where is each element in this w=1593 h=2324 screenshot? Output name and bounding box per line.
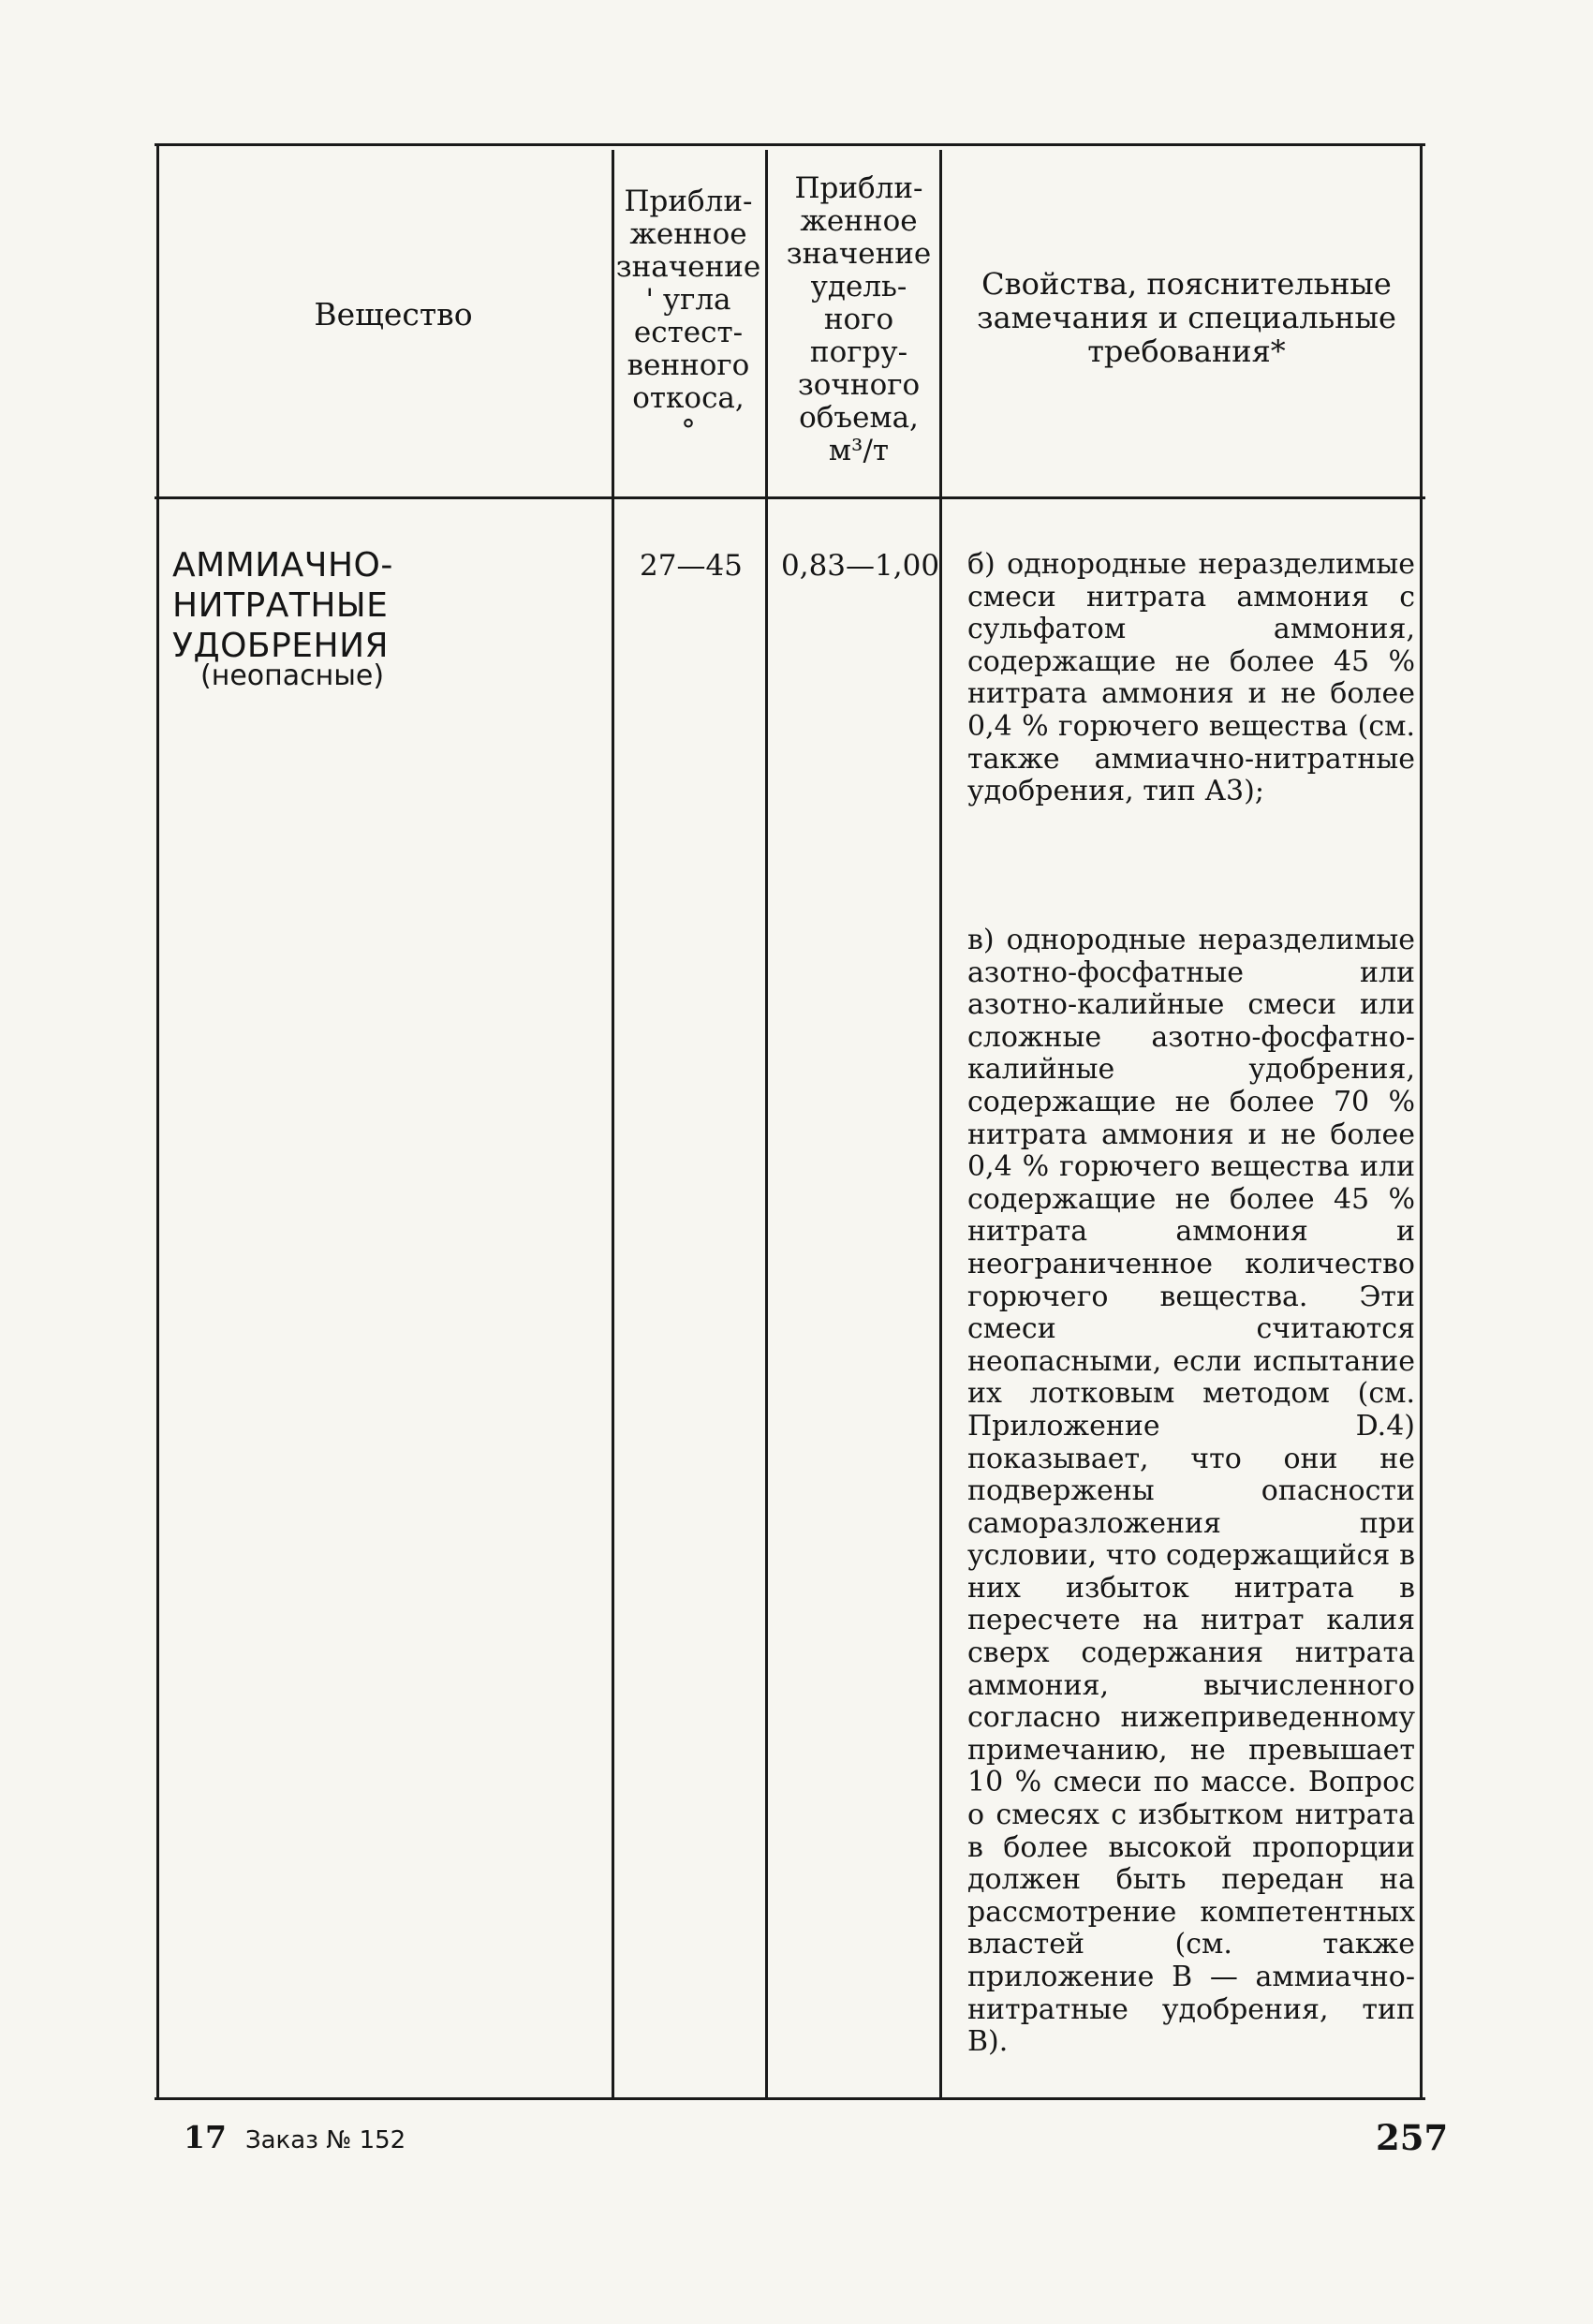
note-c: в) однородные неразделимые азотно-фосфатные или азотно-калийные смеси или сложные азотно-фосфатно-калийные удобрения, содержащие не более 70 % нитрата аммония и не более 0,4 % горючего вещества или содержащие не более 45 % нитрата аммония и неограниченное количество горючего вещества. Эти смеси считаются неопасными, если испытание их лотковым методом (см. Приложение D.4) показывает, что они не подвержены опасности саморазложения при условии, что содержащийся в них избыток нитрата в пересчете на нитрат калия сверх содержания нитрата аммония, вычисленного согласно нижеприведенному примечанию, не превышает 10 % смеси по массе. Вопрос о смесях с избытком нитрата в более высокой пропорции должен быть передан на рассмотрение компетентных властей (см. также приложение В — аммиачно-нитратные удобрения, тип В). xyxy=(967,924,1415,2059)
substance-hazard-note: (неопасные) xyxy=(200,659,385,692)
header-substance: Вещество xyxy=(314,296,473,333)
header-angle-of-repose: Прибли- женное значение ' угла естест- венного откоса, ° xyxy=(615,185,761,448)
table-left-border xyxy=(156,145,159,2098)
table-bottom-border xyxy=(155,2097,1425,2100)
substance-name xyxy=(172,545,612,666)
table-top-border xyxy=(155,143,1425,146)
substance-name-line-2: НИТРАТНЫЕ xyxy=(172,586,389,625)
header-bottom-border xyxy=(155,496,1425,499)
header-properties: Свойства, пояснительные замечания и специальные требования* xyxy=(977,266,1396,369)
sheet-number: 17 xyxy=(184,2119,227,2155)
substance-name-line-1: АММИАЧНО- xyxy=(172,546,393,585)
note-b: б) однородные неразделимые смеси нитрата аммония с сульфатом аммония, содержащие не более 45 % нитрата аммония и не более 0,4 % горючего вещества (см. также аммиачно-нитратные удобрения, тип А3); xyxy=(967,548,1415,808)
table-right-border xyxy=(1420,143,1423,2098)
angle-of-repose-value: 27—45 xyxy=(640,549,743,583)
page-number: 257 xyxy=(1376,2117,1449,2158)
order-number: Заказ № 152 xyxy=(244,2126,406,2154)
column-divider-2 xyxy=(765,150,768,2098)
print-order-footer xyxy=(184,2119,406,2155)
header-stowage-factor: Прибли- женное значение удель- ного погру- зочного объема, м³/т xyxy=(786,171,932,467)
substance-name-line-3: УДОБРЕНИЯ xyxy=(172,627,390,665)
stowage-factor-value: 0,83—1,00 xyxy=(781,549,940,583)
